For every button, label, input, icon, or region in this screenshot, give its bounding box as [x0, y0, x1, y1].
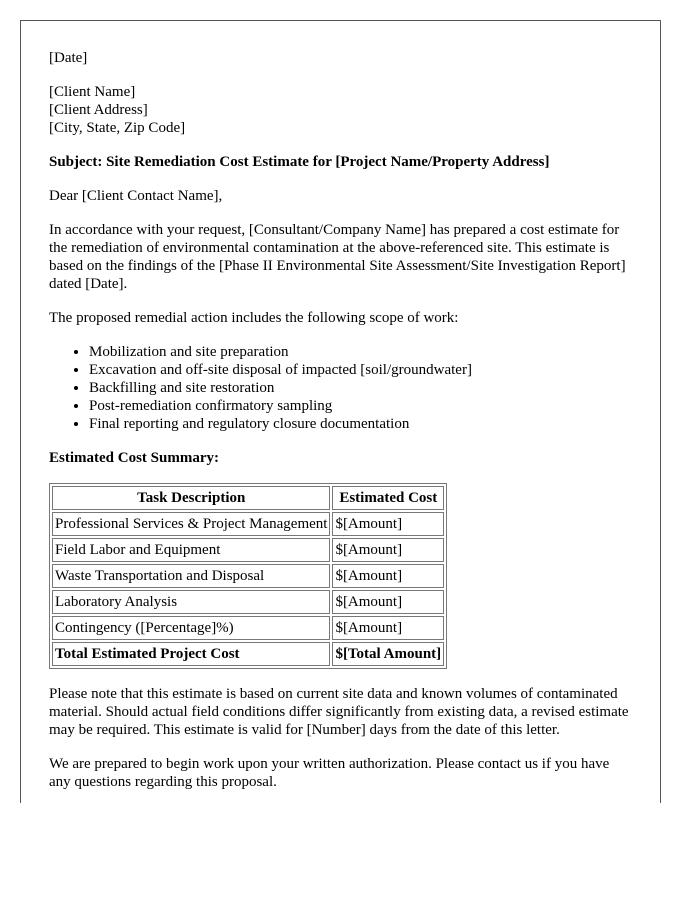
- list-item: • Excavation and off-site disposal of impacted [soil/groundwater]: [89, 361, 632, 379]
- cost-cell: $[Amount]: [332, 616, 444, 640]
- scope-list: [49, 343, 632, 433]
- closing-paragraph: We are prepared to begin work upon your written authorization. Please contact us if you have any questions regarding this proposal.: [49, 756, 610, 790]
- task-cell: Professional Services & Project Management: [52, 512, 330, 536]
- list-item: • Post-remediation confirmatory sampling: [89, 397, 632, 415]
- cost-cell: $[Amount]: [332, 512, 444, 536]
- table-row: [52, 538, 444, 562]
- task-cell: Waste Transportation and Disposal: [52, 564, 330, 588]
- client-address: [Client Address]: [49, 102, 148, 118]
- letter-page: [20, 20, 661, 803]
- header-task: Task Description: [52, 486, 330, 510]
- table-header-row: [52, 486, 444, 510]
- salutation: Dear [Client Contact Name],: [49, 188, 223, 204]
- intro-paragraph: In accordance with your request, [Consultant/Company Name] has prepared a cost estimate for the remediation of environmental contamination at the above-referenced site. This estimate is based on the findings of the [Phase II Environmental Site Assessment/Site Investigation Report] dated [Date].: [49, 222, 626, 292]
- table-row: [52, 512, 444, 536]
- cost-table: [49, 483, 447, 669]
- subject-line: Subject: Site Remediation Cost Estimate for [Project Name/Property Address]: [49, 154, 550, 170]
- cost-summary-heading: Estimated Cost Summary:: [49, 450, 219, 466]
- cost-cell: $[Amount]: [332, 538, 444, 562]
- header-cost: Estimated Cost: [332, 486, 444, 510]
- recipient-address: [49, 83, 632, 137]
- table-row: [52, 590, 444, 614]
- cost-cell: $[Amount]: [332, 564, 444, 588]
- date: [Date]: [49, 50, 88, 66]
- list-item: • Final reporting and regulatory closure documentation: [89, 415, 632, 433]
- task-cell: Field Labor and Equipment: [52, 538, 330, 562]
- client-city-state-zip: [City, State, Zip Code]: [49, 120, 186, 136]
- note-paragraph: Please note that this estimate is based on current site data and known volumes of contaminated material. Should actual field conditions differ significantly from existing data, a revised estimate may be required. This estimate is valid for [Number] days from the date of this letter.: [49, 686, 629, 738]
- scope-intro: The proposed remedial action includes the following scope of work:: [49, 310, 459, 326]
- task-cell: Contingency ([Percentage]%): [52, 616, 330, 640]
- client-name: [Client Name]: [49, 84, 136, 100]
- list-item: • Backfilling and site restoration: [89, 379, 632, 397]
- task-cell: Laboratory Analysis: [52, 590, 330, 614]
- table-row: [52, 616, 444, 640]
- total-label: Total Estimated Project Cost: [52, 642, 330, 666]
- list-item: • Mobilization and site preparation: [89, 343, 632, 361]
- table-row: [52, 564, 444, 588]
- total-row: [52, 642, 444, 666]
- total-cost: $[Total Amount]: [332, 642, 444, 666]
- cost-cell: $[Amount]: [332, 590, 444, 614]
